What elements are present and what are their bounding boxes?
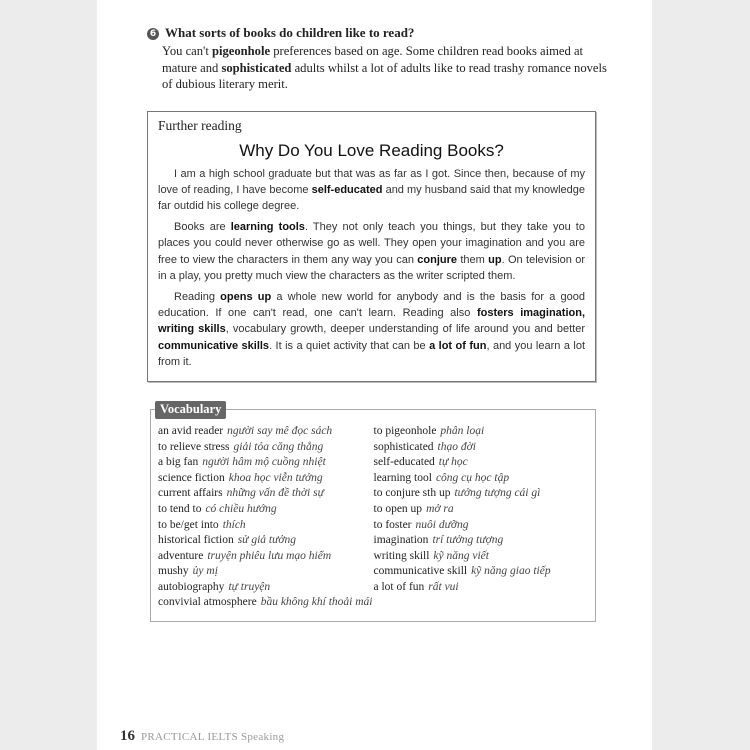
vocabulary-translation: nuôi dưỡng xyxy=(415,518,469,531)
article-paragraph xyxy=(158,289,585,370)
vocabulary-term: to foster xyxy=(373,518,412,531)
vocabulary-item xyxy=(158,564,374,580)
book-title: PRACTICAL IELTS Speaking xyxy=(141,731,285,743)
vocabulary-item xyxy=(158,440,374,456)
vocabulary-item xyxy=(374,564,590,580)
page-number: 16 xyxy=(120,728,135,744)
vocabulary-item xyxy=(158,533,374,549)
vocabulary-term: to relieve stress xyxy=(158,440,230,453)
text-segment: . On television or in a play, you pretty much view the characters as the writer scripted them. xyxy=(158,253,585,282)
vocabulary-term: current affairs xyxy=(158,487,223,500)
text-segment: Reading xyxy=(174,290,221,303)
vocabulary-term: learning tool xyxy=(373,471,432,484)
vocabulary-item xyxy=(374,486,590,502)
vocabulary-term: imagination xyxy=(373,534,429,547)
key-term: opens up xyxy=(220,290,272,303)
vocabulary-term: science fiction xyxy=(158,471,225,484)
key-term: communicative skills xyxy=(158,339,270,352)
vocabulary-translation: truyện phiêu lưu mạo hiểm xyxy=(207,549,332,562)
vocabulary-translation: công cụ học tập xyxy=(435,471,510,484)
vocabulary-item xyxy=(374,533,590,549)
text-segment: preferences based on age. Some children read books aimed at mature and xyxy=(162,44,584,75)
vocabulary-label: Vocabulary xyxy=(155,401,226,419)
vocabulary-term: to tend to xyxy=(158,502,202,515)
text-segment: , vocabulary growth, deeper understanding of life around you and better xyxy=(225,323,585,336)
vocabulary-item xyxy=(158,518,374,534)
vocabulary-translation: khoa học viễn tưởng xyxy=(228,471,323,484)
further-reading-box xyxy=(147,111,596,382)
vocabulary-translation: kỹ năng viết xyxy=(433,549,489,562)
text-segment: and my husband said that my knowledge far outdid his college degree. xyxy=(158,183,585,212)
text-segment: , and you learn a lot from it. xyxy=(158,339,586,368)
vocabulary-item xyxy=(374,471,590,487)
vocabulary-translation: người hâm mộ cuồng nhiệt xyxy=(202,456,326,469)
vocabulary-translation: tự học xyxy=(438,456,468,469)
article-body xyxy=(158,166,585,370)
text-segment: . They not only teach you things, but they take you to places you could never otherwise go as well. They open your imagination and you are free to view the characters in them any way you can xyxy=(158,221,585,266)
vocabulary-translation: tự truyện xyxy=(228,580,271,593)
key-term: up xyxy=(488,253,502,266)
vocabulary-term: writing skill xyxy=(373,549,430,562)
vocabulary-translation: trí tưởng tượng xyxy=(432,534,504,547)
question-section xyxy=(147,24,607,93)
text-segment: them xyxy=(457,253,489,266)
vocabulary-translation: người say mê đọc sách xyxy=(227,424,333,437)
page-content xyxy=(147,24,607,622)
vocabulary-term: mushy xyxy=(158,565,189,578)
vocabulary-term: an avid reader xyxy=(158,424,224,437)
vocabulary-item xyxy=(374,424,590,440)
further-reading-label: Further reading xyxy=(158,117,242,133)
vocabulary-item xyxy=(374,455,590,471)
article-paragraph xyxy=(158,219,585,284)
article-title: Why Do You Love Reading Books? xyxy=(239,140,504,160)
key-term: self-educated xyxy=(311,183,383,196)
vocabulary-item xyxy=(374,440,590,456)
vocabulary-item xyxy=(158,595,374,611)
question-answer xyxy=(162,43,607,93)
vocabulary-item xyxy=(374,549,590,565)
vocabulary-translation: rất vui xyxy=(428,580,459,593)
vocabulary-term: autobiography xyxy=(158,580,225,593)
vocabulary-item xyxy=(374,580,590,596)
vocabulary-term: self-educated xyxy=(373,456,435,469)
vocabulary-translation: những vấn đề thời sự xyxy=(226,487,324,500)
key-term: a lot of fun xyxy=(429,339,487,352)
vocabulary-translation: thích xyxy=(222,518,246,531)
text-segment: a whole new world for anybody and is the basis for a good education. If one can't read, one can't learn. Reading also xyxy=(158,290,585,320)
key-term: sophisticated xyxy=(221,60,292,75)
vocabulary-translation: ủy mị xyxy=(192,565,218,578)
vocabulary-translation: giải tỏa căng thẳng xyxy=(233,440,324,453)
vocabulary-item xyxy=(158,455,374,471)
page-footer xyxy=(120,727,284,745)
vocabulary-translation: sử giả tưởng xyxy=(237,534,297,547)
article-paragraph xyxy=(158,166,585,215)
vocabulary-translation: bầu không khí thoải mái xyxy=(260,596,373,609)
key-term: conjure xyxy=(417,253,458,266)
vocabulary-translation: có chiều hướng xyxy=(205,502,277,515)
vocabulary-term: to open up xyxy=(373,502,423,515)
vocabulary-term: communicative skill xyxy=(373,565,468,578)
vocabulary-item xyxy=(374,518,590,534)
vocabulary-term: a lot of fun xyxy=(373,580,425,593)
vocabulary-term: to conjure sth up xyxy=(373,487,451,500)
vocabulary-right-column xyxy=(374,424,590,611)
key-term: learning tools xyxy=(230,221,305,234)
vocabulary-translation: tưởng tượng cái gì xyxy=(454,487,541,500)
vocabulary-term: convivial atmosphere xyxy=(158,596,257,609)
vocabulary-translation: mở ra xyxy=(426,502,454,515)
vocabulary-item xyxy=(158,580,374,596)
vocabulary-box xyxy=(150,401,596,622)
vocabulary-left-column xyxy=(158,424,374,611)
vocabulary-item xyxy=(158,471,374,487)
vocabulary-term: sophisticated xyxy=(373,440,434,453)
question-title: What sorts of books do children like to read? xyxy=(165,25,415,40)
key-term: pigeonhole xyxy=(211,44,271,58)
vocabulary-term: adventure xyxy=(158,549,204,562)
vocabulary-term: a big fan xyxy=(158,456,199,469)
vocabulary-translation: thạo đời xyxy=(437,440,476,453)
vocabulary-term: to pigeonhole xyxy=(373,424,437,437)
text-segment: Books are xyxy=(174,221,231,234)
vocabulary-translation: phân loại xyxy=(440,424,485,437)
vocabulary-translation: kỹ năng giao tiếp xyxy=(471,565,551,578)
text-segment: . It is a quiet activity that can be xyxy=(269,339,430,352)
vocabulary-item xyxy=(158,549,374,565)
text-segment: adults whilst a lot of adults like to read trashy romance novels of dubious literary merit. xyxy=(162,60,607,91)
text-segment: I am a high school graduate but that was as far as I got. Since then, because of my love of reading, I have become xyxy=(158,167,585,196)
question-title-line xyxy=(147,24,607,41)
vocabulary-item xyxy=(158,502,374,518)
vocabulary-item xyxy=(374,502,590,518)
vocabulary-term: to be/get into xyxy=(158,518,219,531)
vocabulary-term: historical fiction xyxy=(158,534,234,547)
question-number: 6 xyxy=(147,28,159,40)
vocabulary-item xyxy=(158,486,374,502)
key-term: fosters imagination, writing skills xyxy=(158,307,585,336)
vocabulary-item xyxy=(158,424,374,440)
text-segment: You can't xyxy=(162,44,212,58)
